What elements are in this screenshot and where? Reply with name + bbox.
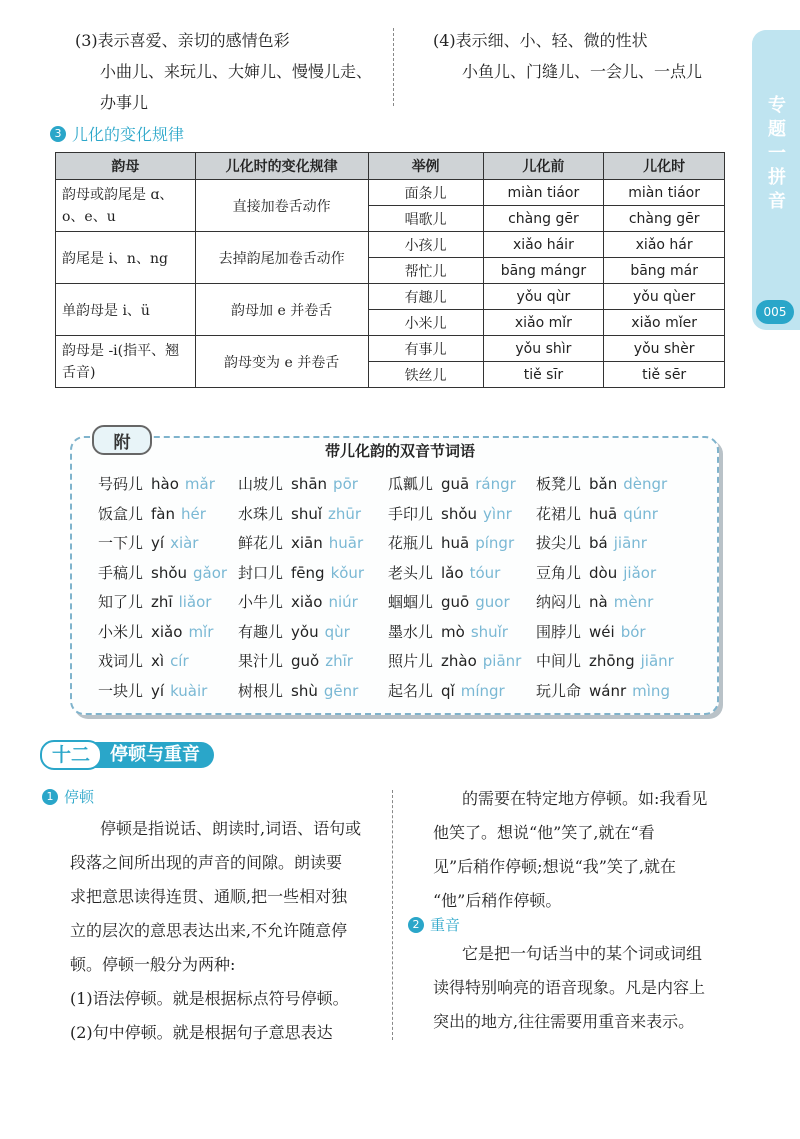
section-title: 儿化的变化规律 <box>72 125 185 144</box>
word-pinyin: mò <box>441 622 465 641</box>
appendix-word <box>536 532 647 553</box>
word-pinyin: piānr <box>482 652 522 670</box>
word-hanzi: 一下儿 <box>98 534 144 552</box>
word-pinyin: huā <box>441 534 470 552</box>
word-hanzi: 小米儿 <box>98 622 144 641</box>
after-cell: yǒu qùer <box>604 284 725 310</box>
word-pinyin: jiānr <box>613 534 647 552</box>
word-hanzi: 饭盒儿 <box>98 504 144 523</box>
word-hanzi: 瓜瓤儿 <box>388 475 434 493</box>
word-hanzi: 封口儿 <box>238 563 284 582</box>
table-row <box>56 232 725 258</box>
example-cell: 小米儿 <box>368 310 483 336</box>
pause-cont-line: “他”后稍作停顿。 <box>433 891 562 910</box>
appendix-word <box>388 562 500 583</box>
word-pinyin: shǒu <box>151 563 188 582</box>
example-cell: 小孩儿 <box>368 232 483 258</box>
erhua-rules-table <box>55 152 725 388</box>
word-hanzi: 板凳儿 <box>536 475 582 493</box>
appendix-word <box>98 562 227 583</box>
appendix-tab: 附 <box>92 425 152 455</box>
word-pinyin: jiānr <box>640 652 674 670</box>
word-pinyin: bǎn <box>589 475 618 493</box>
word-pinyin: dèngr <box>623 475 668 493</box>
usage-3-line1: 小曲儿、来玩儿、大婶儿、慢慢儿走、 <box>100 62 373 81</box>
final-cell: 韵尾是 i、n、ng <box>56 232 196 284</box>
before-cell: bāng mángr <box>483 258 604 284</box>
final-cell: 韵母或韵尾是 ɑ、o、e、u <box>56 180 196 232</box>
word-pinyin: fēng <box>291 563 325 582</box>
appendix-title: 带儿化韵的双音节词语 <box>324 442 475 460</box>
appendix-word <box>98 650 189 671</box>
subsection-number-badge: 2 <box>408 917 424 933</box>
word-hanzi: 有趣儿 <box>238 622 284 641</box>
word-pinyin: xì <box>151 652 165 670</box>
word-pinyin: shuǐr <box>470 622 508 641</box>
example-cell: 有趣儿 <box>368 284 483 310</box>
word-hanzi: 山坡儿 <box>238 475 284 493</box>
word-hanzi: 老头儿 <box>388 563 434 582</box>
appendix-word <box>238 532 363 553</box>
final-cell: 韵母是 -i(指平、翘舌音) <box>56 336 196 388</box>
appendix-word <box>536 621 646 642</box>
appendix-word <box>238 591 358 612</box>
word-pinyin: cír <box>170 652 189 670</box>
word-pinyin: yí <box>151 681 165 700</box>
table-header: 举例 <box>368 153 483 180</box>
pause-line: 立的层次的意思表达出来,不允许随意停 <box>70 921 348 940</box>
example-cell: 唱歌儿 <box>368 206 483 232</box>
word-hanzi: 水珠儿 <box>238 504 284 523</box>
word-pinyin: mǐr <box>188 622 214 641</box>
word-hanzi: 树根儿 <box>238 681 284 700</box>
before-cell: tiě sīr <box>483 362 604 388</box>
word-pinyin: hér <box>181 504 206 523</box>
word-pinyin: míngr <box>460 681 505 700</box>
word-pinyin: guō <box>441 593 470 611</box>
appendix-word <box>388 680 505 701</box>
pause-line: 段落之间所出现的声音的间隙。朗读要 <box>70 853 343 872</box>
word-pinyin: hào <box>151 475 179 493</box>
table-header: 韵母 <box>56 153 196 180</box>
chapter-label: 专题一拼音 <box>768 95 786 212</box>
after-cell: xiǎo hár <box>604 232 725 258</box>
word-hanzi: 中间儿 <box>536 652 582 670</box>
word-hanzi: 纳闷儿 <box>536 593 582 611</box>
appendix-word <box>388 621 508 642</box>
example-cell: 有事儿 <box>368 336 483 362</box>
word-pinyin: huā <box>589 504 618 523</box>
example-cell: 铁丝儿 <box>368 362 483 388</box>
word-pinyin: xiān <box>291 534 323 552</box>
section-number: 十二 <box>40 740 102 770</box>
appendix-word <box>388 591 510 612</box>
before-cell: chàng gēr <box>483 206 604 232</box>
word-hanzi: 手印儿 <box>388 504 434 523</box>
word-pinyin: mǎr <box>184 475 215 493</box>
word-pinyin: mènr <box>613 593 654 611</box>
appendix-word <box>98 680 207 701</box>
word-pinyin: dòu <box>589 563 618 582</box>
usage-3-title: (3)表示喜爱、亲切的感情色彩 <box>75 31 290 50</box>
stress-line: 它是把一句话当中的某个词或词组 <box>462 944 703 963</box>
word-pinyin: yǒu <box>291 622 319 641</box>
appendix-word <box>98 503 206 524</box>
rule-cell: 韵母加 e 并卷舌 <box>195 284 368 336</box>
rule-cell: 韵母变为 e 并卷舌 <box>195 336 368 388</box>
word-hanzi: 蝈蝈儿 <box>388 593 434 611</box>
pause-line: 停顿是指说话、朗读时,词语、语句或 <box>100 819 362 838</box>
word-pinyin: guǒ <box>291 652 320 670</box>
appendix-word <box>536 473 667 494</box>
word-pinyin: xiǎo <box>291 593 323 611</box>
appendix-word <box>238 562 364 583</box>
column-divider <box>392 790 393 1040</box>
appendix-word <box>238 621 350 642</box>
stress-line: 突出的地方,往往需要用重音来表示。 <box>433 1012 695 1031</box>
pause-line: 顿。停顿一般分为两种: <box>70 955 236 974</box>
word-pinyin: wánr <box>589 681 627 700</box>
word-pinyin: guor <box>475 593 510 611</box>
word-pinyin: zhī <box>151 593 173 611</box>
word-pinyin: qùr <box>324 622 350 641</box>
after-cell: xiǎo mǐer <box>604 310 725 336</box>
section-title: 停顿与重音 <box>92 742 214 768</box>
word-hanzi: 小牛儿 <box>238 593 284 611</box>
word-hanzi: 豆角儿 <box>536 563 582 582</box>
word-hanzi: 戏词儿 <box>98 652 144 670</box>
before-cell: yǒu qùr <box>483 284 604 310</box>
appendix-word <box>536 650 674 671</box>
appendix-word <box>388 532 514 553</box>
word-pinyin: rángr <box>475 475 516 493</box>
word-pinyin: liǎor <box>178 593 212 611</box>
pause-cont-line: 的需要在特定地方停顿。如:我看见 <box>462 789 708 808</box>
word-pinyin: zhūr <box>328 504 362 523</box>
word-pinyin: zhōng <box>589 652 635 670</box>
word-pinyin: yí <box>151 534 165 552</box>
word-pinyin: qúnr <box>623 504 658 523</box>
word-hanzi: 号码儿 <box>98 475 144 493</box>
word-hanzi: 花瓶儿 <box>388 534 434 552</box>
word-pinyin: yìnr <box>483 504 512 523</box>
word-pinyin: zhào <box>441 652 477 670</box>
table-header: 儿化前 <box>483 153 604 180</box>
usage-4-title: (4)表示细、小、轻、微的性状 <box>433 31 648 50</box>
word-pinyin: pōr <box>333 475 358 493</box>
example-cell: 帮忙儿 <box>368 258 483 284</box>
appendix-word <box>536 591 653 612</box>
word-hanzi: 手稿儿 <box>98 563 144 582</box>
before-cell: miàn tiáor <box>483 180 604 206</box>
word-pinyin: guā <box>441 475 470 493</box>
table-header: 儿化时的变化规律 <box>195 153 368 180</box>
table-row <box>56 284 725 310</box>
word-pinyin: shuǐ <box>291 504 323 523</box>
pause-line: (1)语法停顿。就是根据标点符号停顿。 <box>70 989 349 1008</box>
word-hanzi: 墨水儿 <box>388 622 434 641</box>
subsection-number-badge: 1 <box>42 789 58 805</box>
appendix-word <box>536 562 656 583</box>
appendix-word <box>536 503 658 524</box>
subsection-title: 重音 <box>430 916 461 934</box>
section-number-badge: 3 <box>50 126 66 142</box>
table-row <box>56 180 725 206</box>
after-cell: tiě sēr <box>604 362 725 388</box>
after-cell: chàng gēr <box>604 206 725 232</box>
rule-cell: 直接加卷舌动作 <box>195 180 368 232</box>
word-hanzi: 花裙儿 <box>536 504 582 523</box>
word-hanzi: 拔尖儿 <box>536 534 582 552</box>
stress-heading <box>408 914 460 935</box>
stress-line: 读得特别响亮的语音现象。凡是内容上 <box>433 978 706 997</box>
table-header: 儿化时 <box>604 153 725 180</box>
appendix-word <box>536 680 670 701</box>
pause-line: 求把意思读得连贯、通顺,把一些相对独 <box>70 887 348 906</box>
appendix-word <box>98 621 213 642</box>
appendix-word <box>388 473 516 494</box>
word-pinyin: kǒur <box>330 563 365 582</box>
after-cell: bāng már <box>604 258 725 284</box>
word-hanzi: 玩儿命 <box>536 681 582 700</box>
rule-cell: 去掉韵尾加卷舌动作 <box>195 232 368 284</box>
word-pinyin: niúr <box>328 593 358 611</box>
word-pinyin: zhīr <box>325 652 353 670</box>
after-cell: yǒu shèr <box>604 336 725 362</box>
appendix-word <box>388 503 512 524</box>
appendix-word <box>238 503 361 524</box>
appendix-word <box>98 473 215 494</box>
word-hanzi: 果汁儿 <box>238 652 284 670</box>
appendix-word <box>98 591 211 612</box>
word-pinyin: shǒu <box>441 504 478 523</box>
table-header-row <box>56 153 725 180</box>
pause-cont-line: 他笑了。想说“他”笑了,就在“看 <box>433 823 655 842</box>
word-hanzi: 照片儿 <box>388 652 434 670</box>
table-row <box>56 336 725 362</box>
before-cell: xiǎo mǐr <box>483 310 604 336</box>
word-pinyin: huār <box>328 534 364 552</box>
subsection-title: 停顿 <box>64 788 95 806</box>
word-pinyin: fàn <box>151 504 175 523</box>
pause-heading <box>42 786 94 807</box>
appendix-word <box>238 473 358 494</box>
word-hanzi: 起名儿 <box>388 681 434 700</box>
word-pinyin: jiǎor <box>623 563 657 582</box>
word-pinyin: kuàir <box>170 681 208 700</box>
word-pinyin: bá <box>589 534 608 552</box>
usage-4-line1: 小鱼儿、门缝儿、一会儿、一点儿 <box>462 62 703 81</box>
pause-cont-line: 见”后稍作停顿;想说“我”笑了,就在 <box>433 857 677 876</box>
appendix-word <box>388 650 521 671</box>
word-pinyin: xiàr <box>170 534 199 552</box>
word-pinyin: tóur <box>469 563 501 582</box>
before-cell: xiǎo háir <box>483 232 604 258</box>
chapter-side-tab <box>752 30 800 330</box>
word-pinyin: lǎo <box>441 563 464 582</box>
appendix-word <box>98 532 198 553</box>
word-pinyin: qǐ <box>441 681 455 700</box>
word-pinyin: gǎor <box>193 563 228 582</box>
word-pinyin: wéi <box>589 622 615 641</box>
word-pinyin: píngr <box>475 534 515 552</box>
word-pinyin: nà <box>589 593 608 611</box>
word-pinyin: gēnr <box>323 681 359 700</box>
appendix-word <box>238 650 353 671</box>
before-cell: yǒu shìr <box>483 336 604 362</box>
word-hanzi: 知了儿 <box>98 593 144 611</box>
word-pinyin: bór <box>620 622 646 641</box>
column-divider <box>393 28 394 106</box>
section-12-banner <box>40 740 214 770</box>
usage-3-line2: 办事儿 <box>100 93 149 112</box>
word-hanzi: 围脖儿 <box>536 622 582 641</box>
page-number: 005 <box>756 300 794 324</box>
after-cell: miàn tiáor <box>604 180 725 206</box>
section-3-heading <box>50 122 184 145</box>
word-pinyin: shù <box>291 681 318 700</box>
word-pinyin: shān <box>291 475 328 493</box>
word-pinyin: mìng <box>632 681 670 700</box>
appendix-word <box>238 680 358 701</box>
word-pinyin: xiǎo <box>151 622 183 641</box>
example-cell: 面条儿 <box>368 180 483 206</box>
pause-line: (2)句中停顿。就是根据句子意思表达 <box>70 1023 333 1042</box>
final-cell: 单韵母是 i、ü <box>56 284 196 336</box>
word-hanzi: 一块儿 <box>98 681 144 700</box>
word-hanzi: 鲜花儿 <box>238 534 284 552</box>
